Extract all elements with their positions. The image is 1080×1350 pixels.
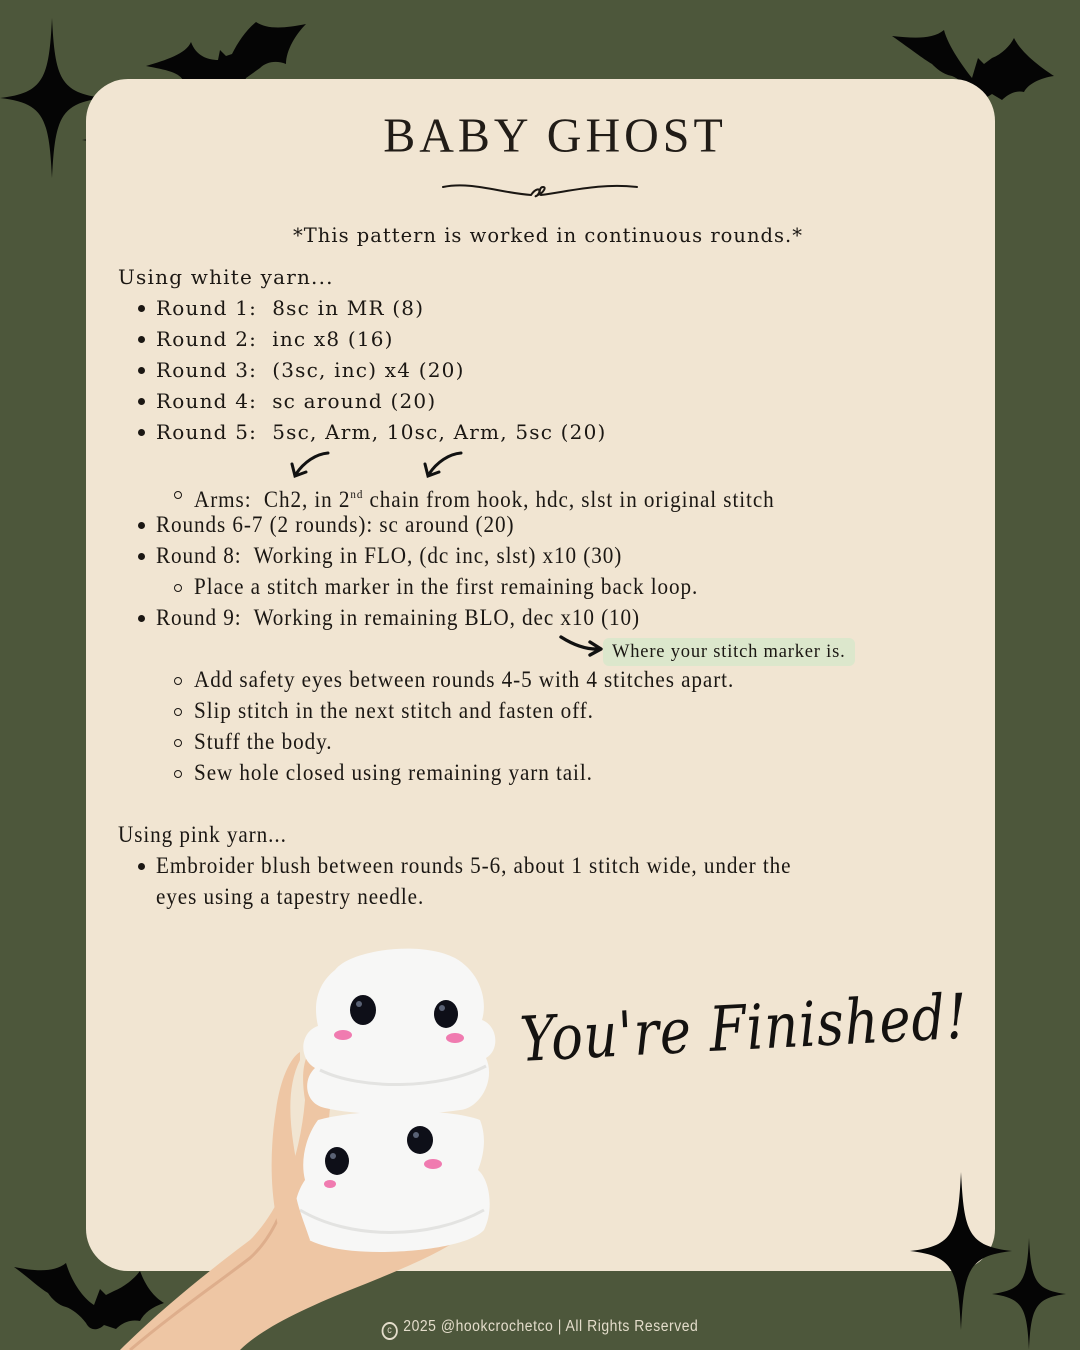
round-1: Round 1: 8sc in MR (8) [156,296,425,320]
finishing-step-3: Stuff the body. [194,729,333,754]
stitch-marker-callout: Where your stitch marker is. [603,638,855,666]
round-8-note: Place a stitch marker in the first remaining back loop. [194,574,699,599]
white-yarn-heading: Using white yarn... [118,265,334,289]
bullet-icon [138,336,145,343]
round-5: Round 5: 5sc, Arm, 10sc, Arm, 5sc (20) [156,420,607,444]
finished-script-text: You're Finished! [518,979,970,1076]
page-title: BABY GHOST [383,108,727,163]
copyright-icon: c [382,1322,398,1340]
bullet-icon [138,553,145,560]
round-2: Round 2: inc x8 (16) [156,327,394,351]
arrow-icon [290,450,330,478]
sub-bullet-icon [174,491,182,499]
blush-instruction-line-1: Embroider blush between rounds 5-6, about 1 stitch wide, under the [156,853,792,878]
blush-instruction-line-2: eyes using a tapestry needle. [156,884,425,909]
round-4: Round 4: sc around (20) [156,389,437,413]
sub-bullet-icon [174,584,182,592]
round-9: Round 9: Working in remaining BLO, dec x10 (10) [156,605,641,630]
finishing-step-2: Slip stitch in the next stitch and fasten off. [194,698,594,723]
arms-instruction: Arms: Ch2, in 2nd chain from hook, hdc, slst in original stitch [194,487,775,512]
bullet-icon [138,398,145,405]
arrow-icon [558,634,604,658]
bullet-icon [138,367,145,374]
bullet-icon [138,863,145,870]
round-3: Round 3: (3sc, inc) x4 (20) [156,358,465,382]
rounds-6-7: Rounds 6-7 (2 rounds): sc around (20) [156,512,515,537]
bullet-icon [138,429,145,436]
sub-bullet-icon [174,739,182,747]
copyright-footer: c 2025 @hookcrochetco | All Rights Reserved [54,1318,1026,1340]
bullet-icon [138,522,145,529]
finishing-step-4: Sew hole closed using remaining yarn tail. [194,760,593,785]
ghost-amigurumi-photo [0,940,520,1350]
sub-bullet-icon [174,708,182,716]
bullet-icon [138,615,145,622]
heart-flourish-divider [441,181,639,203]
pink-yarn-heading: Using pink yarn... [118,822,287,847]
finishing-step-1: Add safety eyes between rounds 4-5 with 4 stitches apart. [194,667,735,692]
sub-bullet-icon [174,677,182,685]
round-8: Round 8: Working in FLO, (dc inc, slst) x10 (30) [156,543,623,568]
bullet-icon [138,305,145,312]
arrow-icon [423,450,463,478]
sub-bullet-icon [174,770,182,778]
pattern-note: *This pattern is worked in continuous rounds.* [293,224,803,247]
